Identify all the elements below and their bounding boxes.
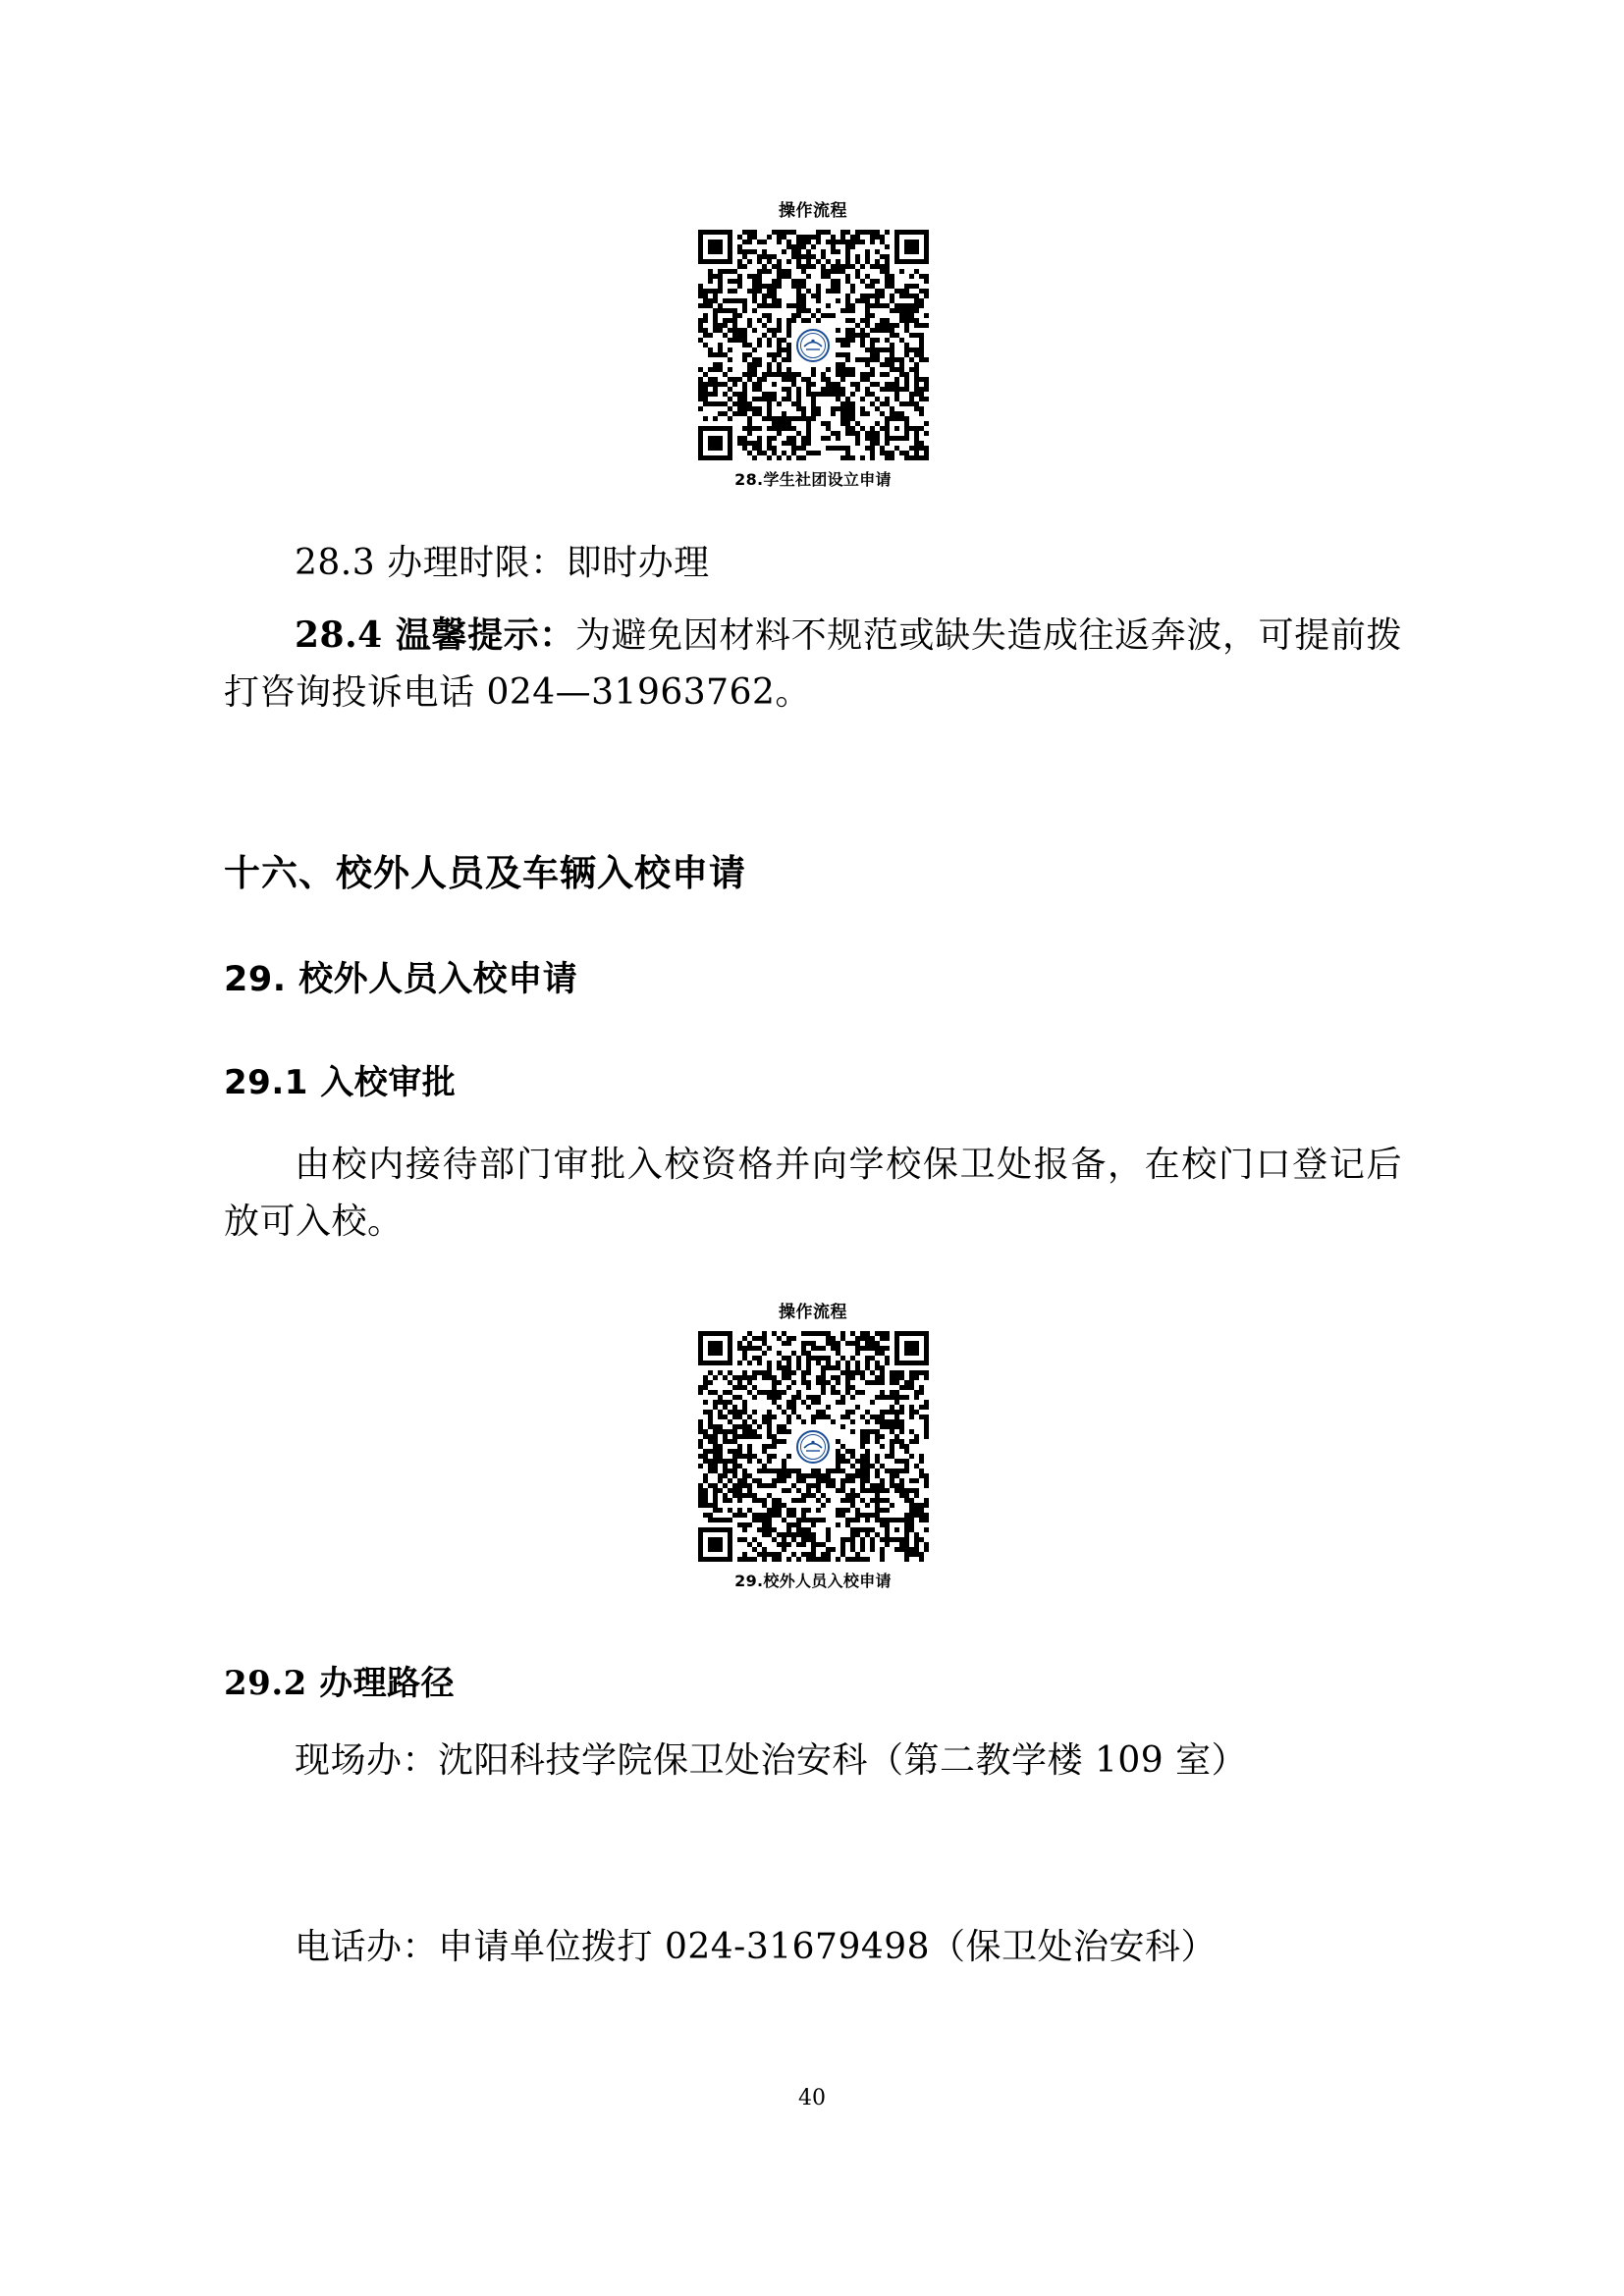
heading-item-29-1: [224, 1058, 1402, 1108]
page-number: 40: [798, 2086, 826, 2110]
qr-caption-bottom: 29.校外人员入校申请: [734, 1572, 892, 1590]
qr-caption-bottom: 28.学生社团设立申请: [734, 470, 892, 489]
qr-code-image: [698, 1331, 929, 1562]
university-seal-icon: [792, 325, 834, 366]
qr-code-image: [698, 230, 929, 460]
qr-caption-top: 操作流程: [779, 201, 847, 221]
heading-item-29-2-number: 29.2: [224, 1664, 307, 1703]
heading-item-29-text: 29. 校外人员入校申请: [224, 960, 578, 999]
heading-section-16-text: 十六、校外人员及车辆入校申请: [224, 852, 746, 894]
figure-qr-student-club: [224, 196, 1402, 490]
paragraph-28-4-text: 为避免因材料不规范或缺失造成往返奔波，可提前拨打咨询投诉电话 024—31963762。: [224, 615, 1402, 714]
paragraph-28-3: [224, 535, 1402, 592]
heading-section-16: [224, 846, 1402, 901]
paragraph-29-2-onsite: [224, 1733, 1402, 1789]
figure-qr-visitor-entry: [224, 1298, 1402, 1591]
heading-item-29-2-text: 办理路径: [319, 1664, 456, 1703]
paragraph-29-2-phone: [224, 1919, 1402, 1976]
paragraph-29-2-phone-text: 电话办：申请单位拨打 024-31679498（保卫处治安科）: [295, 1927, 1218, 1967]
paragraph-29-2-onsite-text: 现场办：沈阳科技学院保卫处治安科（第二教学楼 109 室）: [295, 1740, 1248, 1781]
qr-caption-top: 操作流程: [779, 1303, 847, 1322]
paragraph-28-4-label: 28.4 温馨提示：: [295, 614, 575, 656]
heading-item-29: [224, 954, 1402, 1006]
paragraph-29-1-body-text: 由校内接待部门审批入校资格并向学校保卫处报备，在校门口登记后放可入校。: [224, 1145, 1402, 1243]
page-content: [224, 0, 1402, 2296]
paragraph-29-1-body: [224, 1137, 1402, 1252]
heading-item-29-2: [224, 1659, 1402, 1709]
heading-item-29-1-number: 29.1: [224, 1063, 308, 1102]
paragraph-28-3-text: 28.3 办理时限：即时办理: [295, 543, 710, 583]
heading-item-29-1-text: 入校审批: [320, 1063, 457, 1102]
university-seal-icon: [792, 1426, 834, 1468]
paragraph-28-4: [224, 607, 1402, 722]
